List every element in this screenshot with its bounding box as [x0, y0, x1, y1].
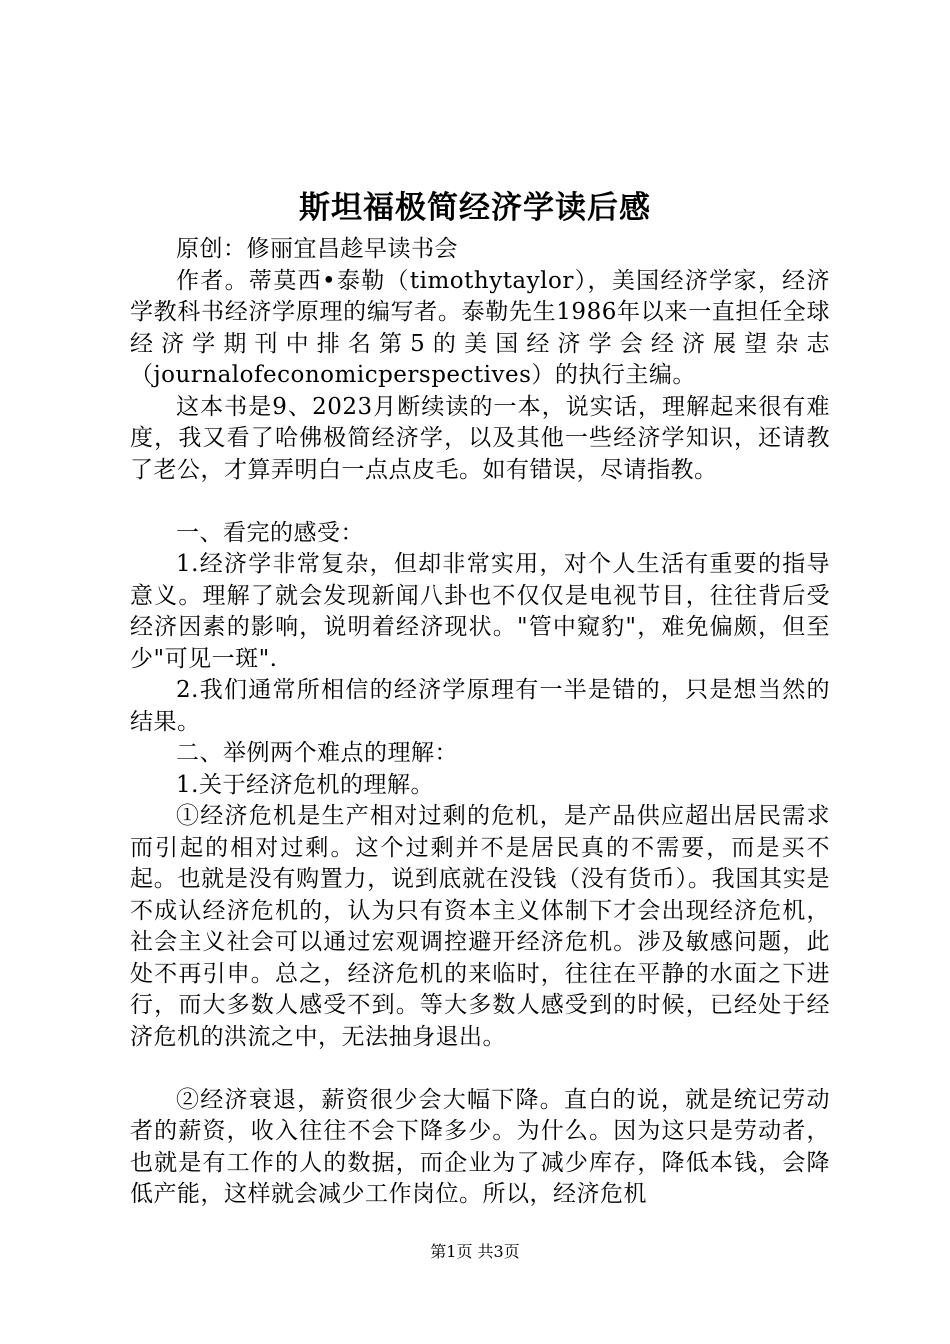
point-2-paragraph: 2.我们通常所相信的经济学原理有一半是错的，只是想当然的结果。: [130, 677, 830, 735]
paragraph-spacer: [130, 1053, 830, 1085]
subheading-crisis: 1.关于经济危机的理解。: [176, 771, 434, 798]
section-heading-1: 一、看完的感受：: [176, 519, 364, 546]
crisis-paragraph-2: ②经济衰退，薪资很少会大幅下降。直白的说，就是统记劳动者的薪资，收入往往不会下降多少。为什么。因为这只是劳动者，也就是有工作的人的数据，而企业为了减少库存，降低本钱，会降低产能，这样就会减少工作岗位。所以，经济危机: [130, 1086, 830, 1207]
page-footer: 第1页 共3页: [430, 1242, 520, 1261]
intro-paragraph: 这本书是9、2023月断续读的一本，说实话，理解起来很有难度，我又看了哈佛极简经济学，以及其他一些经济学知识，还请教了老公，才算弄明白一点点皮毛。如有错误，尽请指教。: [130, 393, 830, 483]
crisis-paragraph-1: ①经济危机是生产相对过剩的危机，是产品供应超出居民需求而引起的相对过剩。这个过剩并不是居民真的不需要，而是买不起。也就是没有购置力，说到底就在没钱（没有货币）。我国其实是不成认经济危机的，认为只有资本主义体制下才会出现经济危机，社会主义社会可以通过宏观调控避开经济危机。涉及敏感问题，此处不再引申。总之，经济危机的来临时，往往在平静的水面之下进行，而大多数人感受不到。等大多数人感受到的时候，已经处于经济危机的洪流之中，无法抽身退出。: [130, 803, 830, 1050]
document-body: [130, 234, 830, 1211]
section-heading-2: 二、举例两个难点的理解：: [176, 740, 458, 766]
document-title: 斯坦福极简经济学读后感: [299, 190, 651, 226]
point-1-paragraph: 1.经济学非常复杂，但却非常实用，对个人生活有重要的指导意义。理解了就会发现新闻八卦也不仅仅是电视节目，往往背后受经济因素的影响，说明着经济现状。"管中窥豹"，难免偏颇，但至少"可见一斑".: [130, 551, 830, 672]
source-line: 原创：修丽宜昌趁早读书会: [176, 236, 458, 262]
author-paragraph: 作者。蒂莫西•泰勒（timothytaylor），美国经济学家，经济学教科书经济学原理的编写者。泰勒先生1986年以来一直担任全球经济学期刊中排名第5的美国经济学会经济展望杂志（journalofeconomicperspectives）的执行主编。: [130, 267, 830, 388]
paragraph-spacer: [130, 486, 830, 518]
